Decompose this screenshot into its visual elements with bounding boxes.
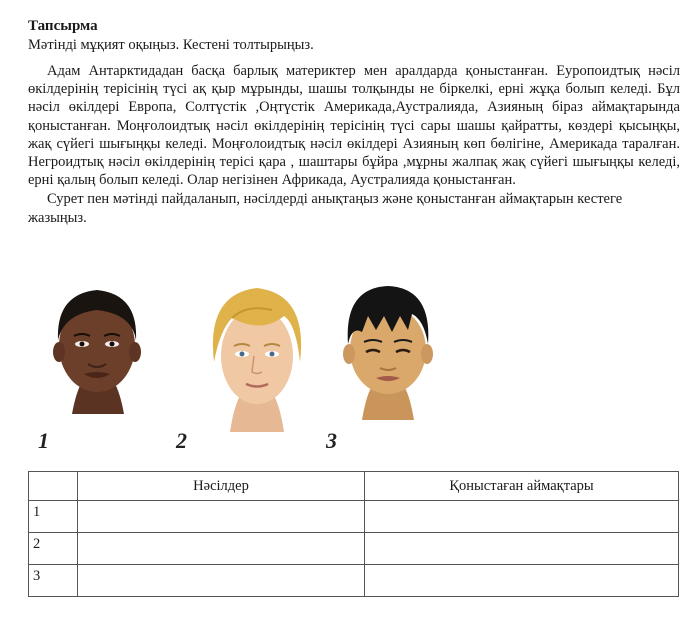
task-text: Сурет пен мәтінді пайдаланып, нәсілдерді анықтаңыз және қоныстанған аймақтарын кестеге жазыңыз. — [28, 191, 623, 226]
table-header-races: Нәсілдер — [78, 472, 365, 501]
row-number: 3 — [29, 565, 78, 597]
table-header-row — [29, 472, 679, 501]
race-cell[interactable] — [78, 533, 365, 565]
row-number: 2 — [29, 533, 78, 565]
worksheet — [28, 18, 682, 584]
region-cell[interactable] — [365, 533, 679, 565]
table-header-regions: Қоныстаған аймақтары — [365, 472, 679, 501]
face-1-illustration — [42, 274, 152, 429]
race-cell[interactable] — [78, 501, 365, 533]
table-header-number — [29, 472, 78, 501]
face-2-number: 2 — [176, 428, 187, 453]
reading-paragraph: Адам Антарктидадан басқа барлық материктер мен аралдарда қоныстанған. Еуропоидтық нәсіл өкілдерінің терісінің түсі ақ қыр мұрынды, шашы толқынды не біркелкі, ерні жұқа болып келеді. Бұл нәсіл өкілдері Европа, Солтүстік ,Оңтүстік Америкада,Аустралияда, Азияның біраз аймақтарында қоныстанған. Моңғолоидтық нәсіл өкілдерінің терісінің түсі сары шашы қайратты, көздері қысыңқы, жақ сүйегі шығыңқы келеді. Моңғолоидтық нәсіл өкілдері Азияның көп бөлігіне, Америкада таралған. Негроидтық нәсіл өкілдерінің терісі қара , шаштары бұйра ,мұрны жалпақ жақ сүйегі шығыңқы келеді, ерні қалың болып келеді. Олар негізінен Африкада, Аустралияда қоныстанған. — [28, 63, 680, 189]
row-number: 1 — [29, 501, 78, 533]
race-cell[interactable] — [78, 565, 365, 597]
region-cell[interactable] — [365, 501, 679, 533]
instruction-text: Мәтінді мұқият оқыңыз. Кестені толтырыңыз. — [28, 37, 314, 53]
face-2-illustration — [192, 274, 322, 439]
table-row — [29, 565, 679, 597]
task-title: Тапсырма — [28, 18, 98, 34]
face-1-number: 1 — [38, 428, 49, 453]
face-3-illustration — [328, 274, 448, 429]
answer-table — [28, 471, 679, 597]
face-illustrations — [28, 274, 682, 464]
face-3-number: 3 — [326, 428, 337, 453]
table-row — [29, 533, 679, 565]
table-row — [29, 501, 679, 533]
region-cell[interactable] — [365, 565, 679, 597]
